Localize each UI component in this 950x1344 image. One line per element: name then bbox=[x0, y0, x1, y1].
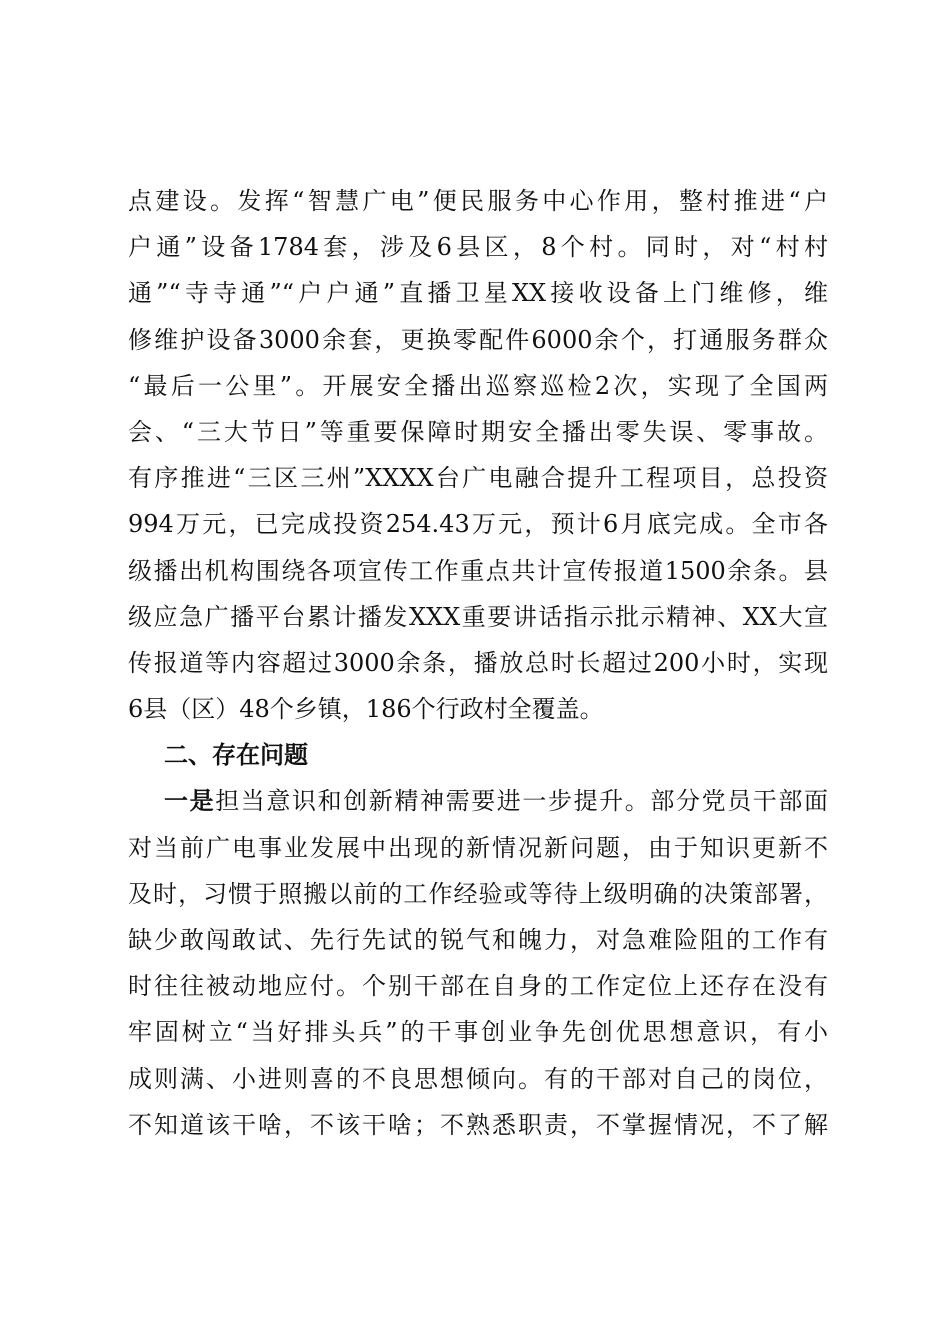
text-line: 及时，习惯于照搬以前的工作经验或等待上级明确的决策部署， bbox=[128, 879, 828, 908]
text-line: 修维护设备3000余套，更换零配件6000余个，打通服务群众 bbox=[128, 325, 828, 354]
text-line: 户通”设备1784套，涉及6县区，8个村。同时，对“村村 bbox=[128, 233, 828, 262]
text-line: 不知道该干啥，不该干啥；不熟悉职责，不掌握情况，不了解 bbox=[128, 1110, 828, 1139]
paragraph-lead: 一是 bbox=[164, 787, 216, 816]
text-line: 缺少敢闯敢试、先行先试的锐气和魄力，对急难险阻的工作有 bbox=[128, 926, 828, 954]
text-line: 6县（区）48个乡镇，186个行政村全覆盖。 bbox=[128, 695, 604, 724]
text-line: 时往往被动地应付。个别干部在自身的工作定位上还存在没有 bbox=[128, 972, 828, 1001]
text-line: 牢固树立“当好排头兵”的干事创业争先创优思想意识，有小 bbox=[128, 1018, 828, 1047]
text-line: 994万元，已完成投资254.43万元，预计6月底完成。全市各 bbox=[128, 510, 828, 539]
text-line: 成则满、小进则喜的不良思想倾向。有的干部对自己的岗位， bbox=[128, 1064, 828, 1093]
paragraph-problems bbox=[128, 778, 828, 1148]
text-line: 通”“寺寺通”“户户通”直播卫星XX接收设备上门维修，维 bbox=[128, 279, 828, 308]
text-line: 会、“三大节日”等重要保障时期安全播出零失误、零事故。 bbox=[128, 417, 828, 446]
text-line: 传报道等内容超过3000余条，播放总时长超过200小时，实现 bbox=[128, 648, 828, 677]
paragraph-achievements bbox=[128, 178, 828, 732]
text-line: 有序推进“三区三州”XXXX台广电融合提升工程项目，总投资 bbox=[128, 464, 828, 493]
text-line: 级播出机构围绕各项宣传工作重点共计宣传报道1500余条。县 bbox=[128, 556, 828, 585]
document-body bbox=[128, 178, 828, 1148]
paragraph-first-line-text: 担当意识和创新精神需要进一步提升。部分党员干部面 bbox=[215, 787, 829, 816]
text-line: “最后一公里”。开展安全播出巡察巡检2次，实现了全国两 bbox=[128, 371, 828, 400]
text-line-first bbox=[128, 778, 828, 824]
text-line: 点建设。发挥“智慧广电”便民服务中心作用，整村推进“户 bbox=[128, 187, 828, 215]
text-line: 级应急广播平台累计播发XXX重要讲话指示批示精神、XX大宣 bbox=[128, 602, 828, 631]
text-line: 对当前广电事业发展中出现的新情况新问题，由于知识更新不 bbox=[128, 833, 828, 862]
section-heading: 二、存在问题 bbox=[164, 741, 308, 770]
